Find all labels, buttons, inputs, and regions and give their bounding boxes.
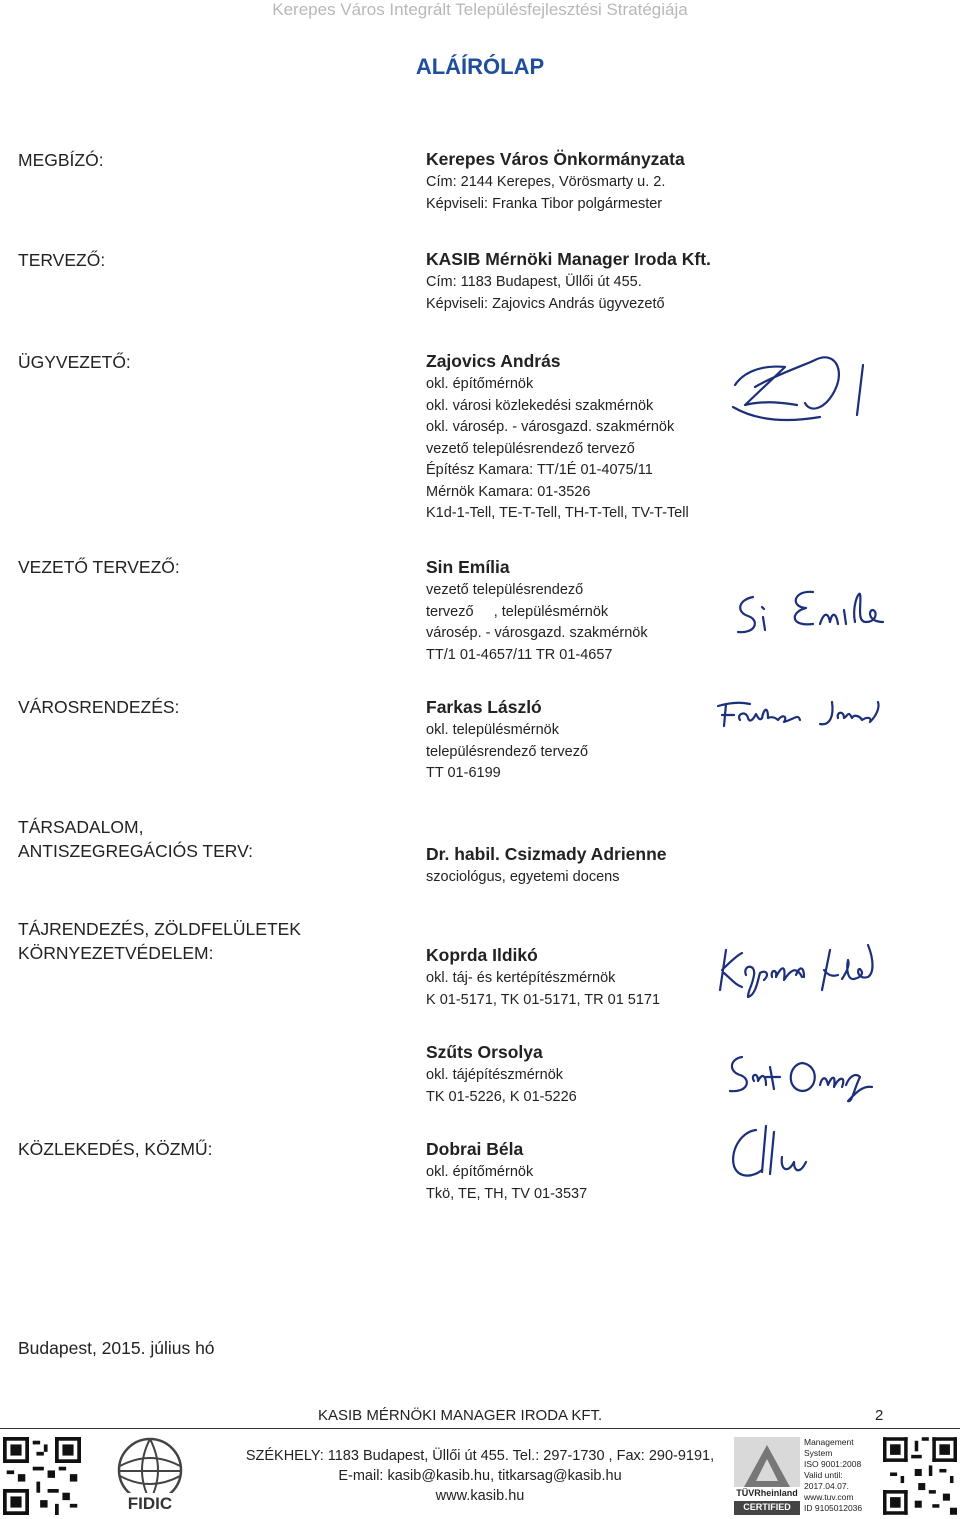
block-szuts xyxy=(426,1040,577,1108)
running-header: Kerepes Város Integrált Településfejlesztési Stratégiája xyxy=(272,0,688,19)
signature-sin xyxy=(728,582,893,642)
signature-farkas xyxy=(712,688,887,733)
tuv-details xyxy=(804,1437,880,1514)
label-ugyvezeto: ÜGYVEZETŐ: xyxy=(18,352,131,372)
footer-company: KASIB MÉRNÖKI MANAGER IRODA KFT. xyxy=(318,1407,603,1424)
footer-divider xyxy=(0,1428,960,1429)
ugyvezeto-name: Zajovics András xyxy=(426,351,561,371)
signature-zajovics xyxy=(725,345,875,430)
tajrendezes-line: okl. táj- és kertépítészmérnök xyxy=(426,970,616,986)
tuv-line: www.tuv.com xyxy=(804,1492,854,1502)
tervezo-line: Cím: 1183 Budapest, Üllői út 455. xyxy=(426,274,642,290)
label-tajrendezes xyxy=(18,917,301,965)
signature-dobrai xyxy=(722,1122,822,1184)
tuv-line: Valid until: xyxy=(804,1470,843,1480)
szuts-name: Szűts Orsolya xyxy=(426,1042,543,1062)
tuv-line: ISO 9001:2008 xyxy=(804,1459,862,1469)
ugyvezeto-line: okl. városi közlekedési szakmérnök xyxy=(426,397,654,414)
tuv-line: Management xyxy=(804,1437,854,1447)
tarsadalom-name: Dr. habil. Csizmady Adrienne xyxy=(426,844,667,864)
block-tervezo xyxy=(426,247,711,315)
szuts-line: TK 01-5226, K 01-5226 xyxy=(426,1088,577,1105)
vezeto-tervezo-line: TT/1 01-4657/11 TR 01-4657 xyxy=(426,646,613,663)
ugyvezeto-line: Építész Kamara: TT/1É 01-4075/11 xyxy=(426,462,653,478)
varosrendezes-line: településrendező tervező xyxy=(426,743,589,760)
label-tervezo: TERVEZŐ: xyxy=(18,250,106,270)
block-varosrendezes xyxy=(426,695,588,785)
label-varosrendezes: VÁROSRENDEZÉS: xyxy=(18,697,180,717)
kozlekedes-line: Tkö, TE, TH, TV 01-3537 xyxy=(426,1185,588,1202)
label-tarsadalom xyxy=(18,815,253,863)
qr-code-right-icon xyxy=(883,1437,957,1515)
tervezo-line: Képviseli: Zajovics András ügyvezető xyxy=(426,295,665,312)
label-kozlekedes: KÖZLEKEDÉS, KÖZMŰ: xyxy=(18,1139,213,1159)
megbizo-line: Képviseli: Franka Tibor polgármester xyxy=(426,195,663,212)
page-number: 2 xyxy=(875,1407,884,1424)
ugyvezeto-line: Mérnök Kamara: 01-3526 xyxy=(426,483,591,500)
varosrendezes-line: TT 01-6199 xyxy=(426,765,501,781)
block-kozlekedes xyxy=(426,1137,587,1205)
label-tajrendezes-line1: TÁJRENDEZÉS, ZÖLDFELÜLETEK xyxy=(18,919,301,939)
szuts-line: okl. tájépítészmérnök xyxy=(426,1067,564,1083)
varosrendezes-line: okl. településmérnök xyxy=(426,722,559,738)
footer-address: SZÉKHELY: 1183 Budapest, Üllői út 455. Tel.: 297-1730 , Fax: 290-9191, xyxy=(245,1448,715,1464)
label-tarsadalom-line2: ANTISZEGREGÁCIÓS TERV: xyxy=(18,841,254,861)
footer-email: E-mail: kasib@kasib.hu, titkarsag@kasib.hu xyxy=(338,1468,622,1484)
signature-szuts xyxy=(722,1045,887,1107)
tarsadalom-line: szociológus, egyetemi docens xyxy=(426,869,620,885)
footer-web: www.kasib.hu xyxy=(435,1488,525,1504)
signature-koprda xyxy=(712,935,882,1005)
ugyvezeto-line: okl. építőmérnök xyxy=(426,376,534,392)
tervezo-name: KASIB Mérnöki Manager Iroda Kft. xyxy=(426,249,711,269)
block-tarsadalom xyxy=(426,842,667,889)
ugyvezeto-line: okl. városép. - városgazd. szakmérnök xyxy=(426,419,675,435)
tuv-brand: TÜVRheinland xyxy=(736,1488,798,1498)
tuv-certified-label: CERTIFIED xyxy=(743,1502,791,1512)
tuv-line: ID 9105012036 xyxy=(804,1503,863,1513)
vezeto-tervezo-line: tervező , településmérnök xyxy=(426,603,609,620)
fidic-logo xyxy=(108,1436,192,1516)
block-vezeto-tervezo xyxy=(426,555,648,666)
tuv-certification-badge xyxy=(734,1437,880,1515)
place-date: Budapest, 2015. július hó xyxy=(18,1338,215,1358)
ugyvezeto-line: vezető településrendező tervező xyxy=(426,440,635,457)
qr-code-left-icon xyxy=(3,1437,81,1515)
block-megbizo xyxy=(426,147,685,215)
ugyvezeto-line: K1d-1-Tell, TE-T-Tell, TH-T-Tell, TV-T-Tell xyxy=(426,505,689,521)
kozlekedes-line: okl. építőmérnök xyxy=(426,1164,534,1180)
varosrendezes-name: Farkas László xyxy=(426,697,542,717)
fidic-logo-text: FIDIC xyxy=(127,1494,173,1513)
block-tajrendezes xyxy=(426,943,660,1011)
tuv-line: System xyxy=(804,1448,833,1458)
label-tarsadalom-line1: TÁRSADALOM, xyxy=(18,817,144,837)
tuv-line: 2017.04.07. xyxy=(804,1481,849,1491)
vezeto-tervezo-line: vezető településrendező xyxy=(426,582,584,598)
page-title: ALÁÍRÓLAP xyxy=(415,54,545,79)
label-megbizo: MEGBÍZÓ: xyxy=(18,150,104,170)
megbizo-line: Cím: 2144 Kerepes, Vörösmarty u. 2. xyxy=(426,174,666,190)
tajrendezes-line: K 01-5171, TK 01-5171, TR 01 5171 xyxy=(426,991,661,1008)
vezeto-tervezo-line: városép. - városgazd. szakmérnök xyxy=(426,625,648,641)
vezeto-tervezo-name: Sin Emília xyxy=(426,557,510,577)
megbizo-name: Kerepes Város Önkormányzata xyxy=(426,149,685,169)
kozlekedes-name: Dobrai Béla xyxy=(426,1139,524,1159)
label-vezeto-tervezo: VEZETŐ TERVEZŐ: xyxy=(18,557,180,577)
label-tajrendezes-line2: KÖRNYEZETVÉDELEM: xyxy=(18,943,214,963)
tajrendezes-name: Koprda Ildikó xyxy=(426,945,538,965)
block-ugyvezeto xyxy=(426,349,689,525)
